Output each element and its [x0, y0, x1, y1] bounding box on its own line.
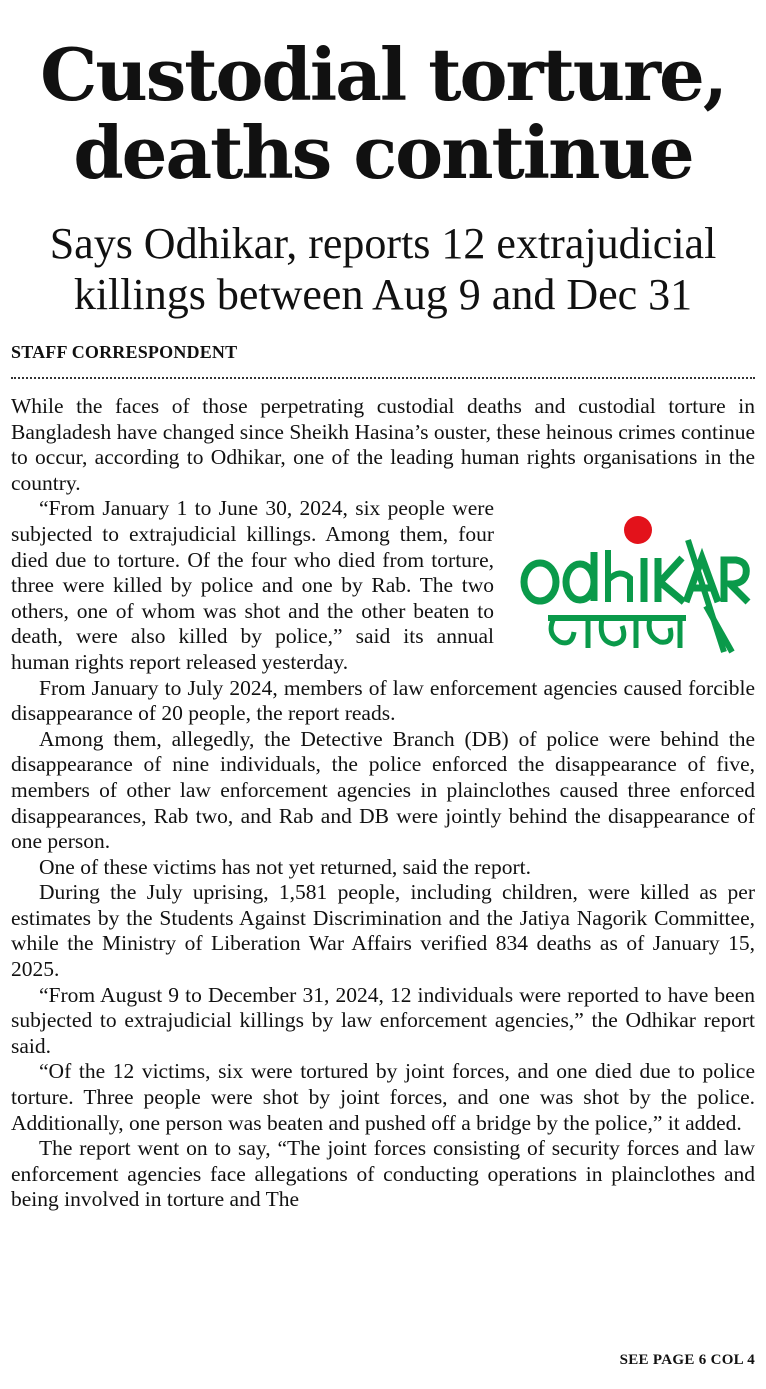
headline — [0, 32, 766, 195]
logo-letter-d-bowl — [566, 564, 594, 600]
logo-bengali-glyphs — [551, 618, 680, 648]
article-body — [11, 394, 755, 1213]
paragraph-5: One of these victims has not yet returned, said the report. — [39, 854, 531, 879]
logo-letter-o — [524, 563, 556, 601]
headline-line-1: Custodial torture, — [40, 32, 726, 117]
odhikar-logo-graphic — [510, 502, 755, 662]
subheadline-line-2: killings between Aug 9 and Dec 31 — [73, 270, 693, 319]
logo-red-dot — [624, 516, 652, 544]
byline: STAFF CORRESPONDENT — [11, 342, 238, 362]
headline-line-2: deaths continue — [73, 110, 693, 195]
paragraph-3: From January to July 2024, members of law enforcement agencies caused forcible disappearance of 20 people, the report reads. — [11, 675, 755, 726]
odhikar-logo — [510, 502, 755, 662]
continuation-note[interactable]: SEE PAGE 6 COL 4 — [619, 1352, 755, 1368]
subheadline — [0, 218, 766, 320]
paragraph-8: “Of the 12 victims, six were tortured by joint forces, and one died due to police torture. Three people were shot by joint forces, and one was shot by the police. Additionally, one person was beaten and pushed off a bridge by the police,” it added. — [11, 1059, 755, 1135]
logo-letter-h-arch — [608, 574, 630, 603]
paragraph-2: “From January 1 to June 30, 2024, six people were subjected to extrajudicial killings. Among them, four died due to torture. Of the four who died from torture, three were killed by police and one by Rab. The two others, one of whom was shot and the other beaten to death, were also killed by police,” said its annual human rights report released yesterday. — [11, 496, 494, 674]
subheadline-line-1: Says Odhikar, reports 12 extrajudicial — [49, 219, 717, 268]
logo-letter-k-arms — [660, 558, 684, 602]
paragraph-7: “From August 9 to December 31, 2024, 12 individuals were reported to have been subjected to extrajudicial killings by law enforcement agencies,” the Odhikar report said. — [11, 982, 755, 1058]
paragraph-6: During the July uprising, 1,581 people, including children, were killed as per estimates by the Students Against Discrimination and the Jatiya Nagorik Committee, while the Ministry of Liberation War Affairs verified 834 deaths as of January 15, 2025. — [11, 880, 755, 982]
paragraph-9: The report went on to say, “The joint forces consisting of security forces and law enforcement agencies face allegations of conducting operations in plainclothes and being involved in torture and The — [11, 1136, 755, 1212]
logo-letter-r — [724, 560, 748, 602]
paragraph-1: While the faces of those perpetrating custodial deaths and custodial torture in Bangladesh have changed since Sheikh Hasina’s ouster, these heinous crimes continue to occur, according to Odhikar, one of the leading human rights organisations in the country. — [11, 394, 755, 495]
paragraph-4: Among them, allegedly, the Detective Branch (DB) of police were behind the disappearance of nine individuals, the police enforced the disappearance of five, members of other law enforcement agencies in plainclothes caused three enforced disappearances, Rab two, and Rab and DB were jointly behind the disappearance of one person. — [11, 726, 755, 854]
dotted-divider — [11, 377, 755, 379]
